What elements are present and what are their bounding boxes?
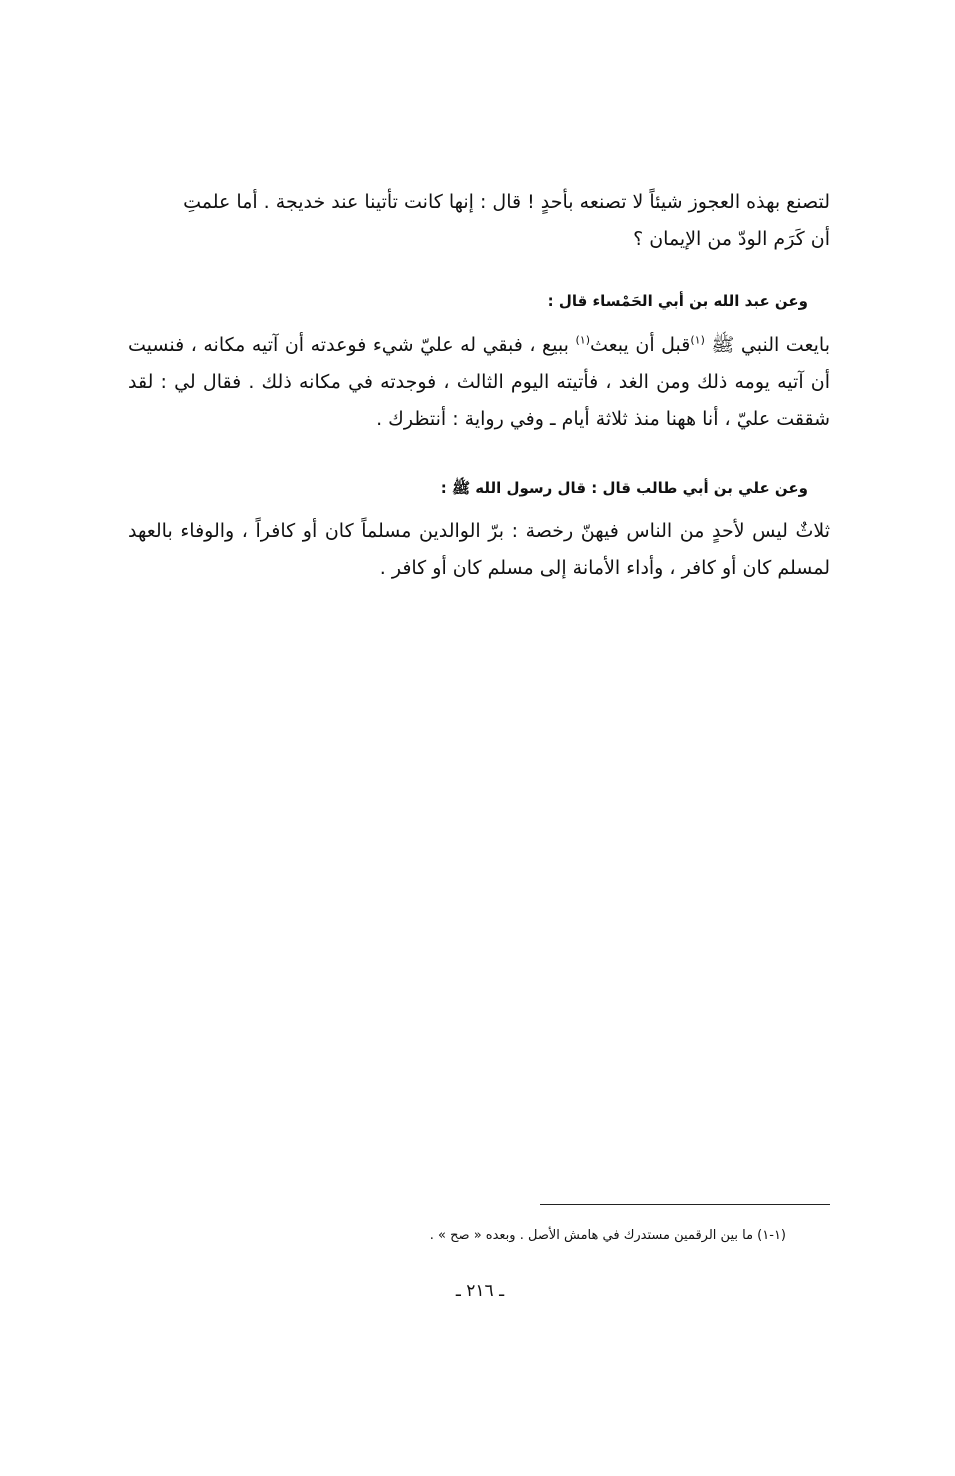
section-2-paragraph (128, 327, 830, 438)
section-2-text-b: قبل أن يبعث (589, 334, 691, 356)
footnote-marker-2: (١) (575, 333, 590, 347)
footnote-marker-1: (١) (690, 333, 705, 347)
section-2-intro-wrap (128, 290, 830, 312)
section-2-text-c: ببيع ، فبقي له عليّ شيء فوعدته أن آتيه مكانه ، فنسيت أن آتيه يومه ذلك ومن الغد ، فأتيته اليوم الثالث ، فوجدته في مكانه ذلك . فقال لي : لقد شققت عليّ ، أنا ههنا منذ ثلاثة أيام ـ وفي رواية : أنتظرك . (128, 334, 830, 430)
paragraph-line-1: لتصنع بهذه العجوز شيئاً لا تصنعه بأحدٍ ! قال : إنها كانت تأتينا عند خديجة . أما علمتِ (183, 191, 830, 213)
section-2-body (128, 327, 830, 438)
paragraph-line-2: أن كَرَم الودّ من الإيمان ؟ (633, 228, 830, 250)
page-number: ـ ٢١٦ ـ (455, 1281, 505, 1301)
section-2-text-a: بايعت النبي ﷺ (704, 334, 830, 356)
footnote: (١-١) ما بين الرقمين مستدرك في هامش الأصل . وبعده « صح » . (429, 1228, 786, 1243)
section-3-intro: وعن علي بن أبي طالب قال : قال رسول الله ﷺ : (440, 479, 808, 497)
paragraph-continuation (128, 184, 830, 258)
section-3-intro-wrap (128, 477, 830, 499)
footnote-divider (540, 1204, 830, 1205)
section-3-body (128, 513, 830, 587)
section-3-paragraph: ثلاثٌ ليس لأحدٍ من الناس فيهنّ رخصة : برّ الوالدين مسلماً كان أو كافراً ، والوفاء بالعهد لمسلم كان أو كافر ، وأداء الأمانة إلى مسلم كان أو كافر . (128, 520, 830, 579)
section-2-intro: وعن عبد الله بن أبي الحَمْساء قال : (547, 292, 808, 310)
